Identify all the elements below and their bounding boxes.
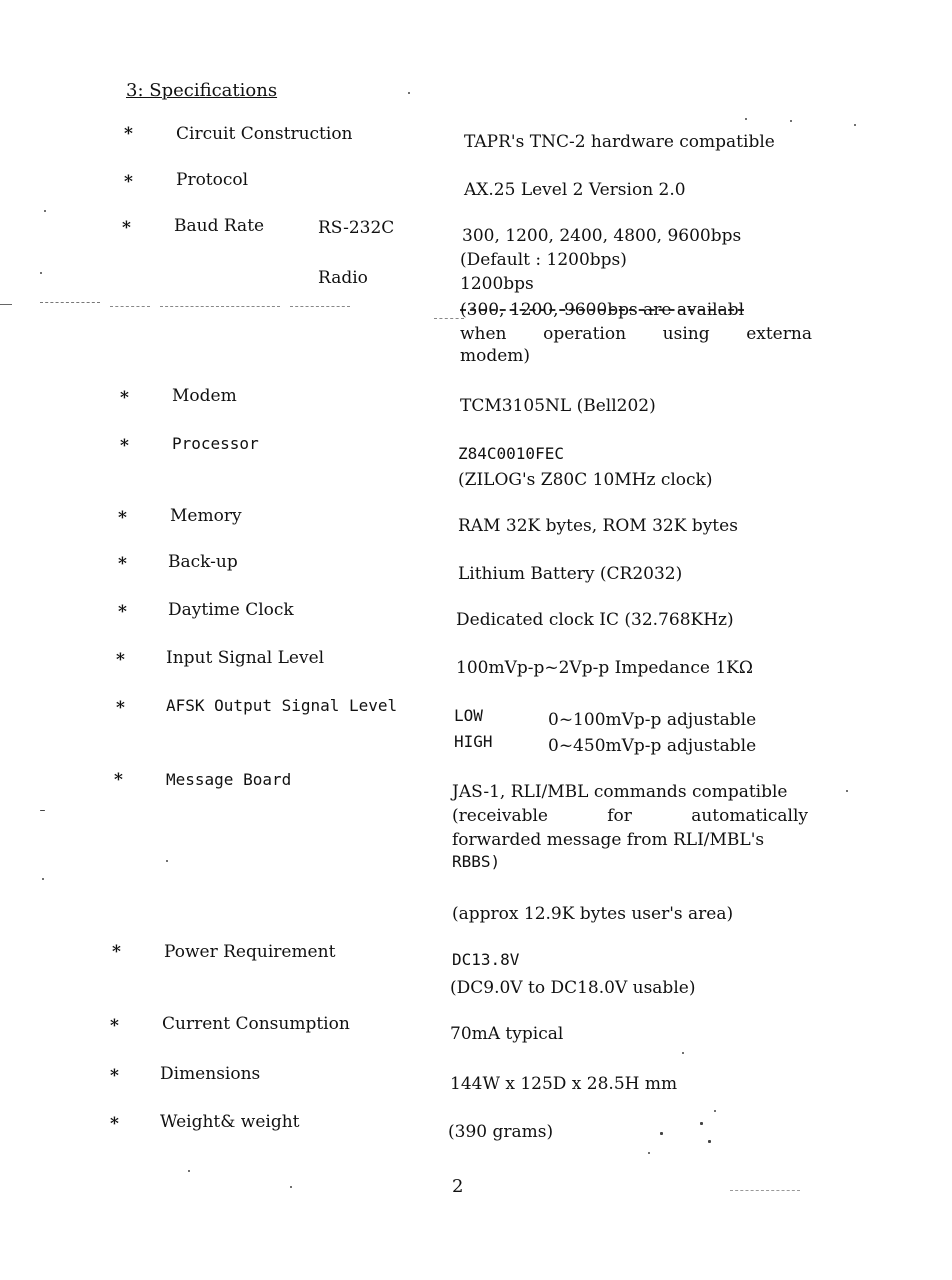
- baud-radio-value: 1200bps: [460, 274, 534, 294]
- scan-artifact: [714, 1110, 716, 1112]
- spec-value-protocol: AX.25 Level 2 Version 2.0: [464, 180, 686, 200]
- spec-value-modem: TCM3105NL (Bell202): [460, 396, 656, 416]
- spec-value-input: 100mVp-p~2Vp-p Impedance 1KΩ: [456, 658, 753, 678]
- spec-value-processor-2: (ZILOG's Z80C 10MHz clock): [458, 470, 713, 490]
- baud-rs232-label: RS-232C: [318, 218, 395, 238]
- baud-rs232-value: 300, 1200, 2400, 4800, 9600bps: [462, 226, 742, 246]
- bullet: *: [116, 650, 125, 670]
- bullet: *: [124, 172, 133, 192]
- scan-artifact: [745, 118, 747, 120]
- spec-value-backup: Lithium Battery (CR2032): [458, 564, 683, 584]
- scan-artifact: [110, 306, 150, 308]
- baud-rs232-default: (Default : 1200bps): [460, 250, 627, 270]
- scan-artifact: [682, 1052, 684, 1054]
- scan-artifact: [0, 304, 12, 305]
- scan-artifact: [44, 210, 46, 212]
- bullet: *: [118, 554, 127, 574]
- afsk-low-value: 0~100mVp-p adjustable: [548, 710, 757, 730]
- spec-label-message: Message Board: [166, 770, 292, 789]
- bullet: *: [122, 218, 131, 238]
- scan-artifact: [188, 1170, 190, 1172]
- bullet: *: [112, 942, 121, 962]
- spec-label-backup: Back-up: [168, 552, 238, 572]
- page-number: 2: [452, 1176, 464, 1197]
- scan-artifact: [790, 120, 792, 122]
- spec-value-weight: (390 grams): [448, 1122, 554, 1142]
- message-line-3: forwarded message from RLI/MBL's: [452, 830, 765, 850]
- spec-label-current: Current Consumption: [162, 1014, 350, 1034]
- bullet: *: [114, 770, 123, 790]
- message-word: (receivable: [452, 806, 548, 826]
- note-word: using: [662, 324, 710, 344]
- afsk-high-value: 0~450mVp-p adjustable: [548, 736, 757, 756]
- note-word: operation: [543, 324, 627, 344]
- spec-label-afsk: AFSK Output Signal Level: [166, 696, 398, 715]
- page-title: 3: Specifications: [126, 80, 278, 101]
- spec-label-input: Input Signal Level: [166, 648, 325, 668]
- afsk-low-label: LOW: [454, 706, 483, 725]
- baud-radio-label: Radio: [318, 268, 368, 288]
- spec-value-power-1: DC13.8V: [452, 950, 520, 969]
- scan-artifact: [42, 878, 44, 880]
- bullet: *: [124, 124, 133, 144]
- bullet: *: [120, 388, 129, 408]
- bullet: *: [110, 1016, 119, 1036]
- note-word: externa: [746, 324, 812, 344]
- spec-value-power-2: (DC9.0V to DC18.0V usable): [450, 978, 696, 998]
- spec-label-power: Power Requirement: [164, 942, 336, 962]
- message-line-1: JAS-1, RLI/MBL commands compatible: [452, 782, 788, 802]
- bullet: *: [120, 436, 129, 456]
- spec-value-current: 70mA typical: [450, 1024, 564, 1044]
- scan-artifact: [40, 302, 100, 304]
- bullet: *: [118, 508, 127, 528]
- scan-artifact: [434, 318, 464, 320]
- note-word: when: [460, 324, 507, 344]
- spec-label-dimensions: Dimensions: [160, 1064, 261, 1084]
- afsk-high-label: HIGH: [454, 732, 493, 751]
- scan-artifact: [700, 1122, 703, 1125]
- scan-artifact: [708, 1140, 711, 1143]
- scan-artifact: [160, 306, 280, 308]
- spec-label-circuit: Circuit Construction: [176, 124, 353, 144]
- scan-artifact: [40, 272, 42, 274]
- scan-artifact: [408, 92, 410, 94]
- scan-artifact: [846, 790, 848, 792]
- spec-value-dimensions: 144W x 125D x 28.5H mm: [450, 1074, 678, 1094]
- bullet: *: [118, 602, 127, 622]
- message-line-5: (approx 12.9K bytes user's area): [452, 904, 734, 924]
- scan-artifact: [166, 860, 168, 862]
- scan-artifact: [854, 124, 856, 126]
- spec-label-clock: Daytime Clock: [168, 600, 294, 620]
- spec-label-memory: Memory: [170, 506, 242, 526]
- scan-artifact: [290, 1186, 292, 1188]
- scan-artifact: [290, 306, 350, 308]
- message-line-4: RBBS): [452, 852, 501, 871]
- spec-value-memory: RAM 32K bytes, ROM 32K bytes: [458, 516, 738, 536]
- message-word: for: [607, 806, 632, 826]
- message-word: automatically: [691, 806, 808, 826]
- scan-artifact: [730, 1190, 800, 1192]
- spec-value-clock: Dedicated clock IC (32.768KHz): [456, 610, 734, 630]
- spec-label-weight: Weight& weight: [160, 1112, 300, 1132]
- spec-value-circuit: TAPR's TNC-2 hardware compatible: [464, 132, 775, 152]
- spec-label-protocol: Protocol: [176, 170, 249, 190]
- baud-radio-note-1: (300, 1200, 9600bps are availabl: [460, 300, 745, 320]
- baud-radio-note-3: modem): [460, 346, 531, 366]
- spec-label-modem: Modem: [172, 386, 237, 406]
- scan-artifact: [40, 810, 45, 811]
- scan-artifact: [660, 1132, 663, 1135]
- message-line-2: [452, 804, 808, 828]
- baud-radio-note-2: [460, 322, 812, 346]
- scan-artifact: [648, 1152, 650, 1154]
- bullet: *: [110, 1114, 119, 1134]
- spec-value-processor-1: Z84C0010FEC: [458, 444, 564, 463]
- bullet: *: [116, 698, 125, 718]
- bullet: *: [110, 1066, 119, 1086]
- spec-label-processor: Processor: [172, 434, 259, 453]
- spec-label-baud: Baud Rate: [174, 216, 265, 236]
